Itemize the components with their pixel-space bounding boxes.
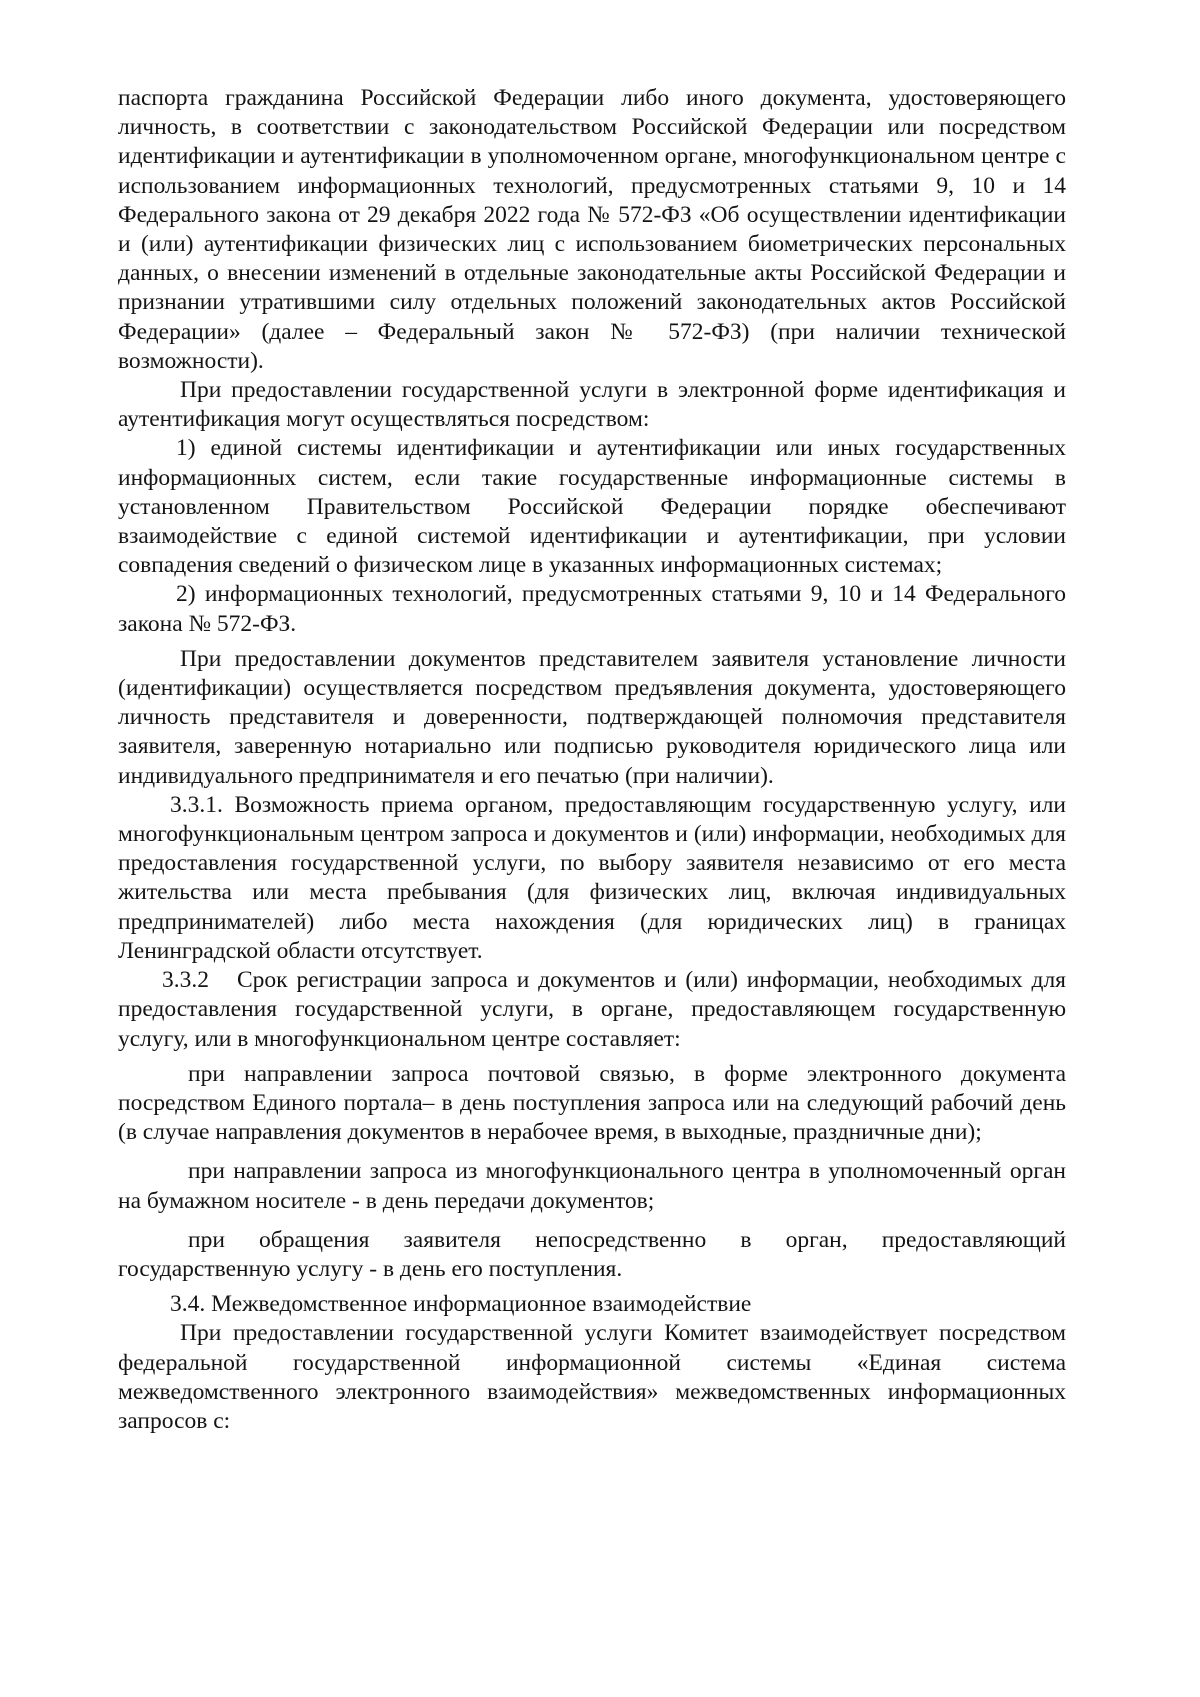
- section-3-3-1: 3.3.1. Возможность приема органом, предоставляющим государственную услугу, или многофункциональным центром запроса и документов и (или) информации, необходимых для предоставления государственной услуги, по выбору заявителя независимо от его места жительства или места пребывания (для физических лиц, включая индивидуальных предпринимателей) либо места нахождения (для юридических лиц) в границах Ленинградской области отсутствует.: [118, 791, 1066, 964]
- section-number: 3.3.2: [162, 967, 209, 994]
- paragraph-interagency-interaction: При предоставлении государственной услуги Комитет взаимодействует посредством федеральной государственной информационной системы «Единая система межведомственного электронного взаимодействия» межведомственных информационных запросов с:: [118, 1320, 1066, 1434]
- paragraph-electronic-identification: При предоставлении государственной услуги в электронной форме идентификация и аутентификация могут осуществляться посредством:: [118, 377, 1066, 433]
- paragraph-passport-identification: паспорта гражданина Российской Федерации либо иного документа, удостоверяющего личность, в соответствии с законодательством Российской Федерации или посредством идентификации и аутентификации в уполномоченном органе, многофункциональном центре с использованием информационных технологий, предусмотренных статьями 9, 10 и 14 Федерального закона от 29 декабря 2022 года № 572-ФЗ «Об осуществлении идентификации и (или) аутентификации физических лиц с использованием биометрических персональных данных, о внесении изменений в отдельные законодательные акты Российской Федерации и признании утратившими силу отдельных положений законодательных актов Российской Федерации» (далее – Федеральный закон № 572-ФЗ) (при наличии технической возможности).: [118, 85, 1066, 374]
- section-3-3-2: [118, 966, 1066, 1054]
- paragraph-postal-request: при направлении запроса почтовой связью, в форме электронного документа посредством Единого портала– в день поступления запроса или на следующий рабочий день (в случае направления документов в нерабочее время, в выходные, праздничные дни);: [118, 1060, 1066, 1146]
- section-text: Срок регистрации запроса и документов и (или) информации, необходимых для предоставления государственной услуги, в органе, предоставляющем государственную услугу, или в многофункциональном центре составляет:: [118, 967, 1066, 1052]
- paragraph-representative-identification: При предоставлении документов представителем заявителя установление личности (идентификации) осуществляется посредством предъявления документа, удостоверяющего личность представителя и доверенности, подтверждающей полномочия представителя заявителя, заверенную нотариально или подписью руководителя юридического лица или индивидуального предпринимателя и его печатью (при наличии).: [118, 645, 1066, 789]
- paragraph-direct-request: при обращения заявителя непосредственно в орган, предоставляющий государственную услугу - в день его поступления.: [118, 1226, 1066, 1282]
- list-item-information-technologies: 2) информационных технологий, предусмотренных статьями 9, 10 и 14 Федерального закона № 572-ФЗ.: [118, 581, 1066, 637]
- list-item-unified-system: 1) единой системы идентификации и аутентификации или иных государственных информационных систем, если такие государственные информационные системы в установленном Правительством Российской Федерации порядке обеспечивают взаимодействие с единой системой идентификации и аутентификации, при условии совпадения сведений о физическом лице в указанных информационных системах;: [118, 435, 1066, 579]
- document-page: [118, 84, 1066, 1436]
- paragraph-mfc-request: при направлении запроса из многофункционального центра в уполномоченный орган на бумажном носителе - в день передачи документов;: [118, 1158, 1066, 1214]
- section-3-4-heading: 3.4. Межведомственное информационное взаимодействие: [170, 1291, 752, 1318]
